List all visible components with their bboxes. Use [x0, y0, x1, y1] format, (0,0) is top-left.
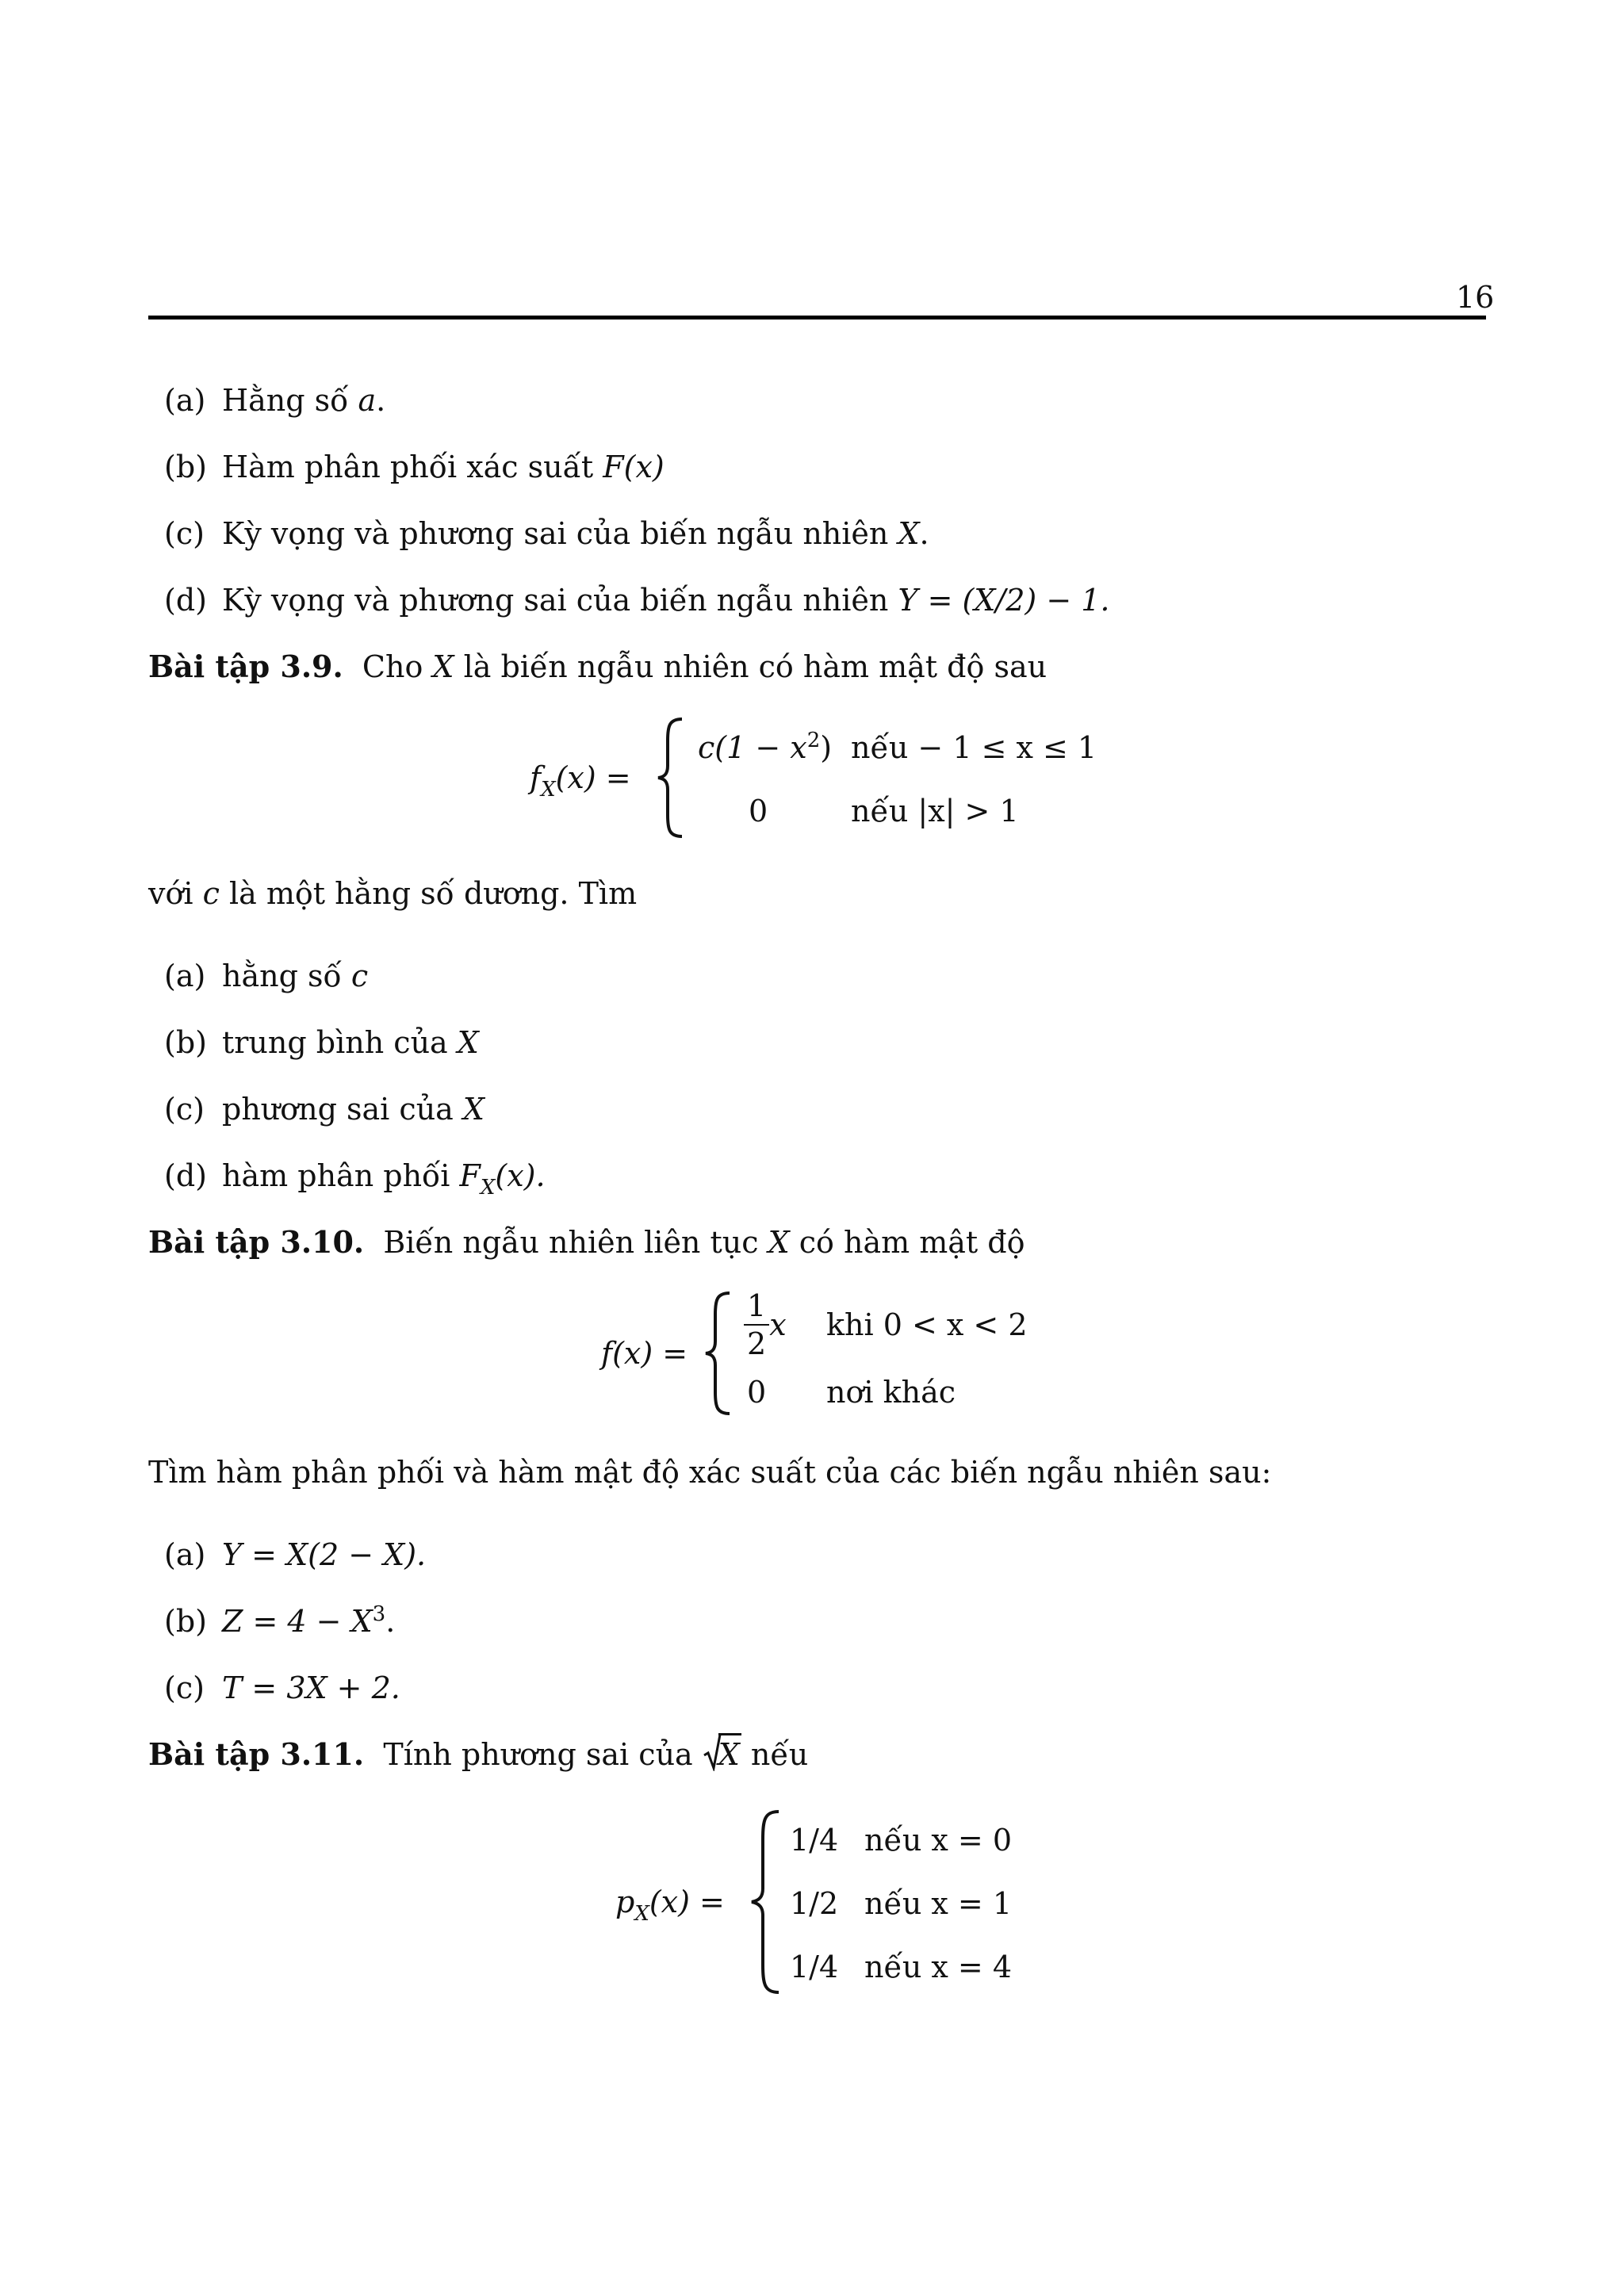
density-lhs: $f_X(x)$ =: [530, 760, 631, 802]
left-brace: [749, 1809, 783, 1995]
case-expression: $\frac{1}{2}$ x: [744, 1291, 787, 1359]
list-item: T = 3X + 2.: [222, 1670, 400, 1705]
sqrt-expression: X: [703, 1739, 741, 1770]
case-expression: 0: [747, 1375, 767, 1410]
list-item: Hàm phân phối xác suất F(x): [222, 450, 665, 484]
list-label: (c): [164, 1670, 205, 1705]
pmf-value: 1/4: [790, 1950, 839, 1984]
case-expression: 0: [749, 794, 768, 828]
header-rule: [148, 316, 1486, 320]
list-label: (c): [164, 516, 205, 551]
list-label: (b): [164, 450, 207, 484]
list-label: (b): [164, 1604, 207, 1639]
list-item: phương sai của X: [222, 1092, 485, 1127]
list-item: $Z = 4 - X^3$.: [222, 1602, 396, 1639]
list-item: Hằng số a.: [222, 383, 386, 418]
density-lhs: f(x) =: [601, 1336, 688, 1371]
case-condition: nếu |x| > 1: [851, 794, 1019, 828]
list-label: (d): [164, 1158, 207, 1193]
exercise-3-9-intro: Bài tập 3.9. Cho X là biến ngẫu nhiên có hàm mật độ sau: [148, 649, 1048, 684]
pmf-condition: nếu x = 0: [864, 1823, 1013, 1858]
pmf-value: 1/2: [790, 1886, 839, 1921]
list-label: (a): [164, 383, 206, 418]
case-condition: nơi khác: [826, 1375, 956, 1410]
list-label: (a): [164, 1537, 206, 1572]
case-expression: $c(1 - x^2)$: [698, 729, 833, 765]
list-label: (c): [164, 1092, 205, 1127]
left-brace: [655, 717, 687, 839]
list-label: (b): [164, 1025, 207, 1060]
list-item: Kỳ vọng và phương sai của biến ngẫu nhiên X.: [222, 516, 929, 551]
case-condition: nếu − 1 ≤ x ≤ 1: [851, 730, 1097, 765]
list-item: Kỳ vọng và phương sai của biến ngẫu nhiên Y = (X/2) − 1.: [222, 583, 1110, 618]
left-brace: [703, 1291, 734, 1416]
exercise-3-10-intro: Bài tập 3.10. Biến ngẫu nhiên liên tục X có hàm mật độ: [148, 1224, 1025, 1260]
pmf-lhs: $p_X(x)$ =: [615, 1885, 725, 1926]
paragraph: với c là một hằng số dương. Tìm: [148, 876, 638, 911]
list-item: trung bình của X: [222, 1025, 479, 1060]
list-label: (d): [164, 583, 207, 618]
case-condition: khi 0 < x < 2: [826, 1307, 1028, 1342]
fraction: $\frac{1}{2}$: [744, 1291, 769, 1359]
paragraph: Tìm hàm phân phối và hàm mật độ xác suất của các biến ngẫu nhiên sau:: [148, 1455, 1272, 1490]
list-item: hàm phân phối $F_X(x)$.: [222, 1158, 546, 1200]
pmf-value: 1/4: [790, 1823, 839, 1858]
list-label: (a): [164, 959, 206, 993]
exercise-3-11-intro: Bài tập 3.11. Tính phương sai của X nếu: [148, 1739, 808, 1770]
pmf-condition: nếu x = 4: [864, 1950, 1013, 1984]
pmf-condition: nếu x = 1: [864, 1886, 1013, 1921]
list-item: hằng số c: [222, 959, 369, 993]
list-item: Y = X(2 − X).: [222, 1537, 427, 1572]
sqrt-sign: [703, 1733, 722, 1771]
page-number: 16: [1456, 280, 1495, 315]
